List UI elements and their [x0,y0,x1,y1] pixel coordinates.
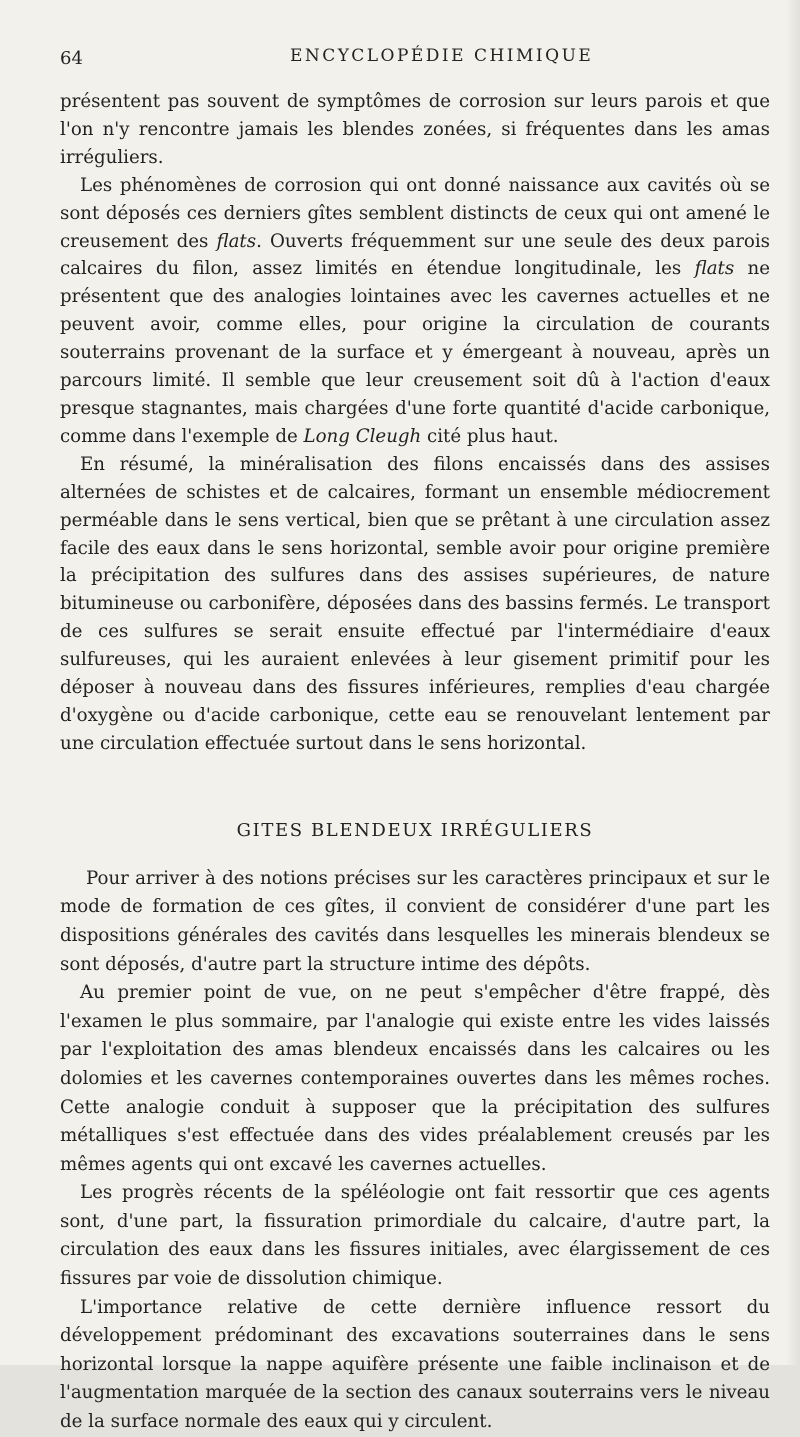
paragraph: Les progrès récents de la spéléologie ont fait ressortir que ces agents sont, d'une part, la fissuration primordiale du calcaire, d'autre part, la circulation des eaux dans les fissures initiales, avec élargissement de ces fissures par voie de dissolution chimique. [60,1182,770,1290]
running-title: ENCYCLOPÉDIE CHIMIQUE [290,46,594,66]
paragraph [60,88,770,172]
intro-text [60,88,770,758]
paragraph: L'importance relative de cette dernière influence ressort du développement prédominant des excavations souterraines dans le sens horizontal lorsque la nappe aquifère présente une faible inclinaison et de l'augmentation marquée de la section des canaux souterrains vers le niveau de la surface normale des eaux qui y circulent. [60,1296,770,1433]
section-text [60,865,770,1437]
section-heading: GITES BLENDEUX IRRÉGULIERS [236,819,594,841]
italic-term: Long Cleugh [303,425,422,447]
text-run: Les phénomènes de corrosion qui ont donné naissance aux cavités où se sont déposés ces derniers gîtes semblent distincts de ceux qui ont amené le creusement des [60,174,770,252]
paragraph: Au premier point de vue, on ne peut s'empêcher d'être frappé, dès l'examen le plus sommaire, par l'analogie qui existe entre les vides laissés par l'exploitation des amas blendeux encaissés dans les calcaires ou les dolomies et les cavernes contemporaines ouvertes dans les mêmes roches. Cette analogie conduit à supposer que la précipitation des sulfures métalliques s'est effectuée dans des vides préalablement creusés par les mêmes agents qui ont excavé les cavernes actuelles. [60,982,770,1175]
page-header [60,40,770,70]
italic-term: flats [216,230,257,252]
italic-term: flats [694,258,735,280]
text-run: cité plus haut. [421,425,559,447]
paragraph [60,172,770,451]
page-number: 64 [60,48,83,69]
page-edge-shadow [786,0,800,1365]
text-run: . Ouverts fréquemment sur une seule des deux parois calcaires du filon, assez limités en étendue longitudinale, les [60,230,770,280]
paragraph: Pour arriver à des notions précises sur les caractères principaux et sur le mode de formation de ces gîtes, il convient de considérer d'une part les dispositions générales des cavités dans lesquelles les minerais blendeux se sont déposés, d'autre part la structure intime des dépôts. [60,867,770,975]
text-run: En résumé, la minéralisation des filons encaissés dans des assises alternées de schistes et de calcaires, formant un ensemble médiocrement perméable dans le sens vertical, bien que se prêtant à une circulation assez facile des eaux dans le sens horizontal, semble avoir pour origine première la précipitation des sulfures dans des assises supérieures, de nature bitumineuse ou carbonifère, déposées dans des bassins fermés. Le transport de ces sulfures se serait ensuite effectué par l'intermédiaire d'eaux sulfureuses, qui les auraient enlevées à leur gisement primitif pour les déposer à nouveau dans des fissures inférieures, remplies d'eau chargée d'oxygène ou d'acide carbonique, cette eau se renouvelant lentement par une circulation effectuée surtout dans le sens horizontal. [60,453,770,754]
text-run: présentent pas souvent de symptômes de corrosion sur leurs parois et que l'on n'y rencontre jamais les blendes zonées, si fréquentes dans les amas irréguliers. [60,91,770,168]
paragraph [60,451,770,758]
text-run: ne présentent que des analogies lointaines avec les cavernes actuelles et ne peuvent avoir, comme elles, pour origine la circulation de courants souterrains provenant de la surface et y émergeant à nouveau, après un parcours limité. Il semble que leur creusement soit dû à l'action d'eaux presque stagnantes, mais chargées d'une forte quantité d'acide carbonique, comme dans l'exemple de [60,258,770,447]
